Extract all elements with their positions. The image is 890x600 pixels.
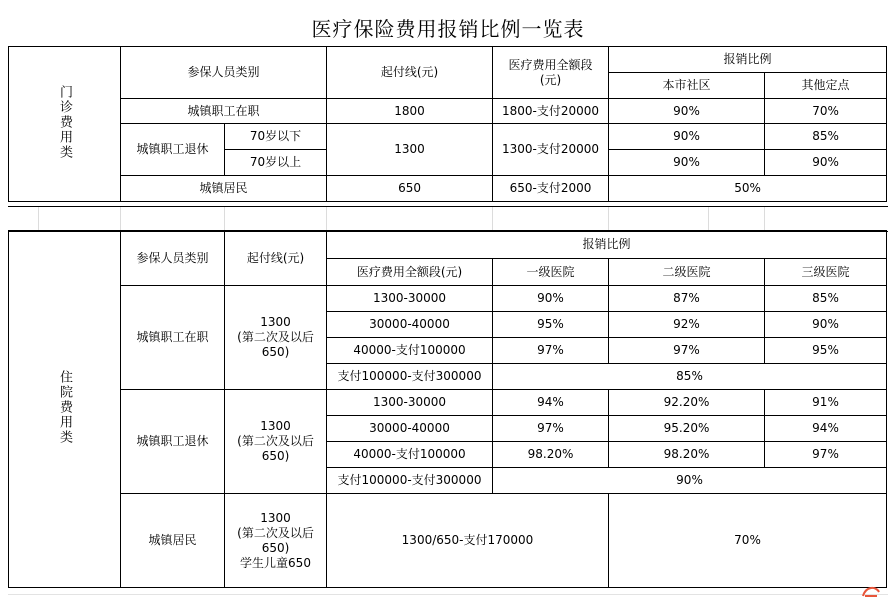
ip-retired-range-0: 1300-30000 — [327, 390, 493, 416]
op-header-other-point: 其他定点 — [765, 73, 887, 99]
grid-line — [224, 207, 225, 231]
ip-header-insured-type: 参保人员类别 — [121, 231, 225, 286]
ip-retired-l2-1: 95.20% — [609, 416, 765, 442]
op-header-reimburse-ratio: 报销比例 — [609, 47, 887, 73]
ip-resident-range: 1300/650-支付170000 — [327, 494, 609, 588]
op-row-resident-deductible: 650 — [327, 176, 493, 202]
ip-employed-top-range: 支付100000-支付300000 — [327, 364, 493, 390]
ip-header-level2: 二级医院 — [609, 259, 765, 286]
op-row-resident-label: 城镇居民 — [121, 176, 327, 202]
inpatient-category-label: 住院费用类 — [57, 369, 72, 445]
ip-retired-l1-2: 98.20% — [493, 442, 609, 468]
ip-employed-l1-2: 97% — [493, 338, 609, 364]
op-row-employed-other: 70% — [765, 99, 887, 124]
op-header-amount-range: 医疗费用全额段 (元) — [493, 47, 609, 99]
ip-retired-l2-0: 92.20% — [609, 390, 765, 416]
ip-resident-deductible: 1300 (第二次及以后 650) 学生儿童650 — [225, 494, 327, 588]
ip-employed-deductible: 1300 (第二次及以后 650) — [225, 286, 327, 390]
watermark-logo-icon — [860, 584, 882, 598]
empty-separator-row — [8, 206, 888, 232]
op-row-retired-over70-age: 70岁以上 — [225, 150, 327, 176]
ip-employed-l2-0: 87% — [609, 286, 765, 312]
ip-employed-l1-1: 95% — [493, 312, 609, 338]
ip-header-amount-range: 医疗费用全额段(元) — [327, 259, 493, 286]
ip-header-reimburse-ratio: 报销比例 — [327, 231, 887, 259]
ip-resident-label: 城镇居民 — [121, 494, 225, 588]
outpatient-category-label: 门诊费用类 — [57, 84, 72, 160]
op-row-resident-ratio: 50% — [609, 176, 887, 202]
op-row-employed-range: 1800-支付20000 — [493, 99, 609, 124]
ip-retired-top-ratio: 90% — [493, 468, 887, 494]
ip-employed-l2-2: 97% — [609, 338, 765, 364]
outpatient-table — [8, 46, 887, 202]
ip-retired-range-2: 40000-支付100000 — [327, 442, 493, 468]
ip-header-level1: 一级医院 — [493, 259, 609, 286]
grid-line — [608, 207, 609, 231]
op-row-retired-over70-other: 90% — [765, 150, 887, 176]
ip-retired-l2-2: 98.20% — [609, 442, 765, 468]
ip-employed-l1-0: 90% — [493, 286, 609, 312]
grid-line — [708, 207, 709, 231]
ip-header-level3: 三级医院 — [765, 259, 887, 286]
op-row-employed-deductible: 1800 — [327, 99, 493, 124]
op-row-retired-deductible: 1300 — [327, 124, 493, 176]
ip-retired-l3-1: 94% — [765, 416, 887, 442]
ip-employed-l3-0: 85% — [765, 286, 887, 312]
op-row-retired-under70-community: 90% — [609, 124, 765, 150]
grid-line — [764, 207, 765, 231]
op-row-retired-range: 1300-支付20000 — [493, 124, 609, 176]
ip-header-deductible: 起付线(元) — [225, 231, 327, 286]
ip-retired-l3-0: 91% — [765, 390, 887, 416]
page-title: 医疗保险费用报销比例一览表 — [311, 17, 585, 41]
ip-retired-label: 城镇职工退休 — [121, 390, 225, 494]
ip-retired-l1-1: 97% — [493, 416, 609, 442]
grid-line — [326, 207, 327, 231]
op-row-retired-label: 城镇职工退休 — [121, 124, 225, 176]
ip-employed-l2-1: 92% — [609, 312, 765, 338]
op-row-retired-under70-other: 85% — [765, 124, 887, 150]
ip-employed-l3-1: 90% — [765, 312, 887, 338]
inpatient-table — [8, 230, 887, 588]
ip-resident-ratio: 70% — [609, 494, 887, 588]
grid-line — [120, 207, 121, 231]
ip-employed-top-ratio: 85% — [493, 364, 887, 390]
ip-employed-label: 城镇职工在职 — [121, 286, 225, 390]
ip-employed-range-1: 30000-40000 — [327, 312, 493, 338]
op-header-insured-type: 参保人员类别 — [121, 47, 327, 99]
op-header-deductible: 起付线(元) — [327, 47, 493, 99]
op-row-employed-community: 90% — [609, 99, 765, 124]
ip-retired-l3-2: 97% — [765, 442, 887, 468]
ip-employed-range-2: 40000-支付100000 — [327, 338, 493, 364]
op-row-resident-range: 650-支付2000 — [493, 176, 609, 202]
grid-line — [8, 594, 888, 595]
op-row-retired-over70-community: 90% — [609, 150, 765, 176]
op-row-retired-under70-age: 70岁以下 — [225, 124, 327, 150]
ip-retired-top-range: 支付100000-支付300000 — [327, 468, 493, 494]
ip-retired-range-1: 30000-40000 — [327, 416, 493, 442]
ip-retired-deductible: 1300 (第二次及以后 650) — [225, 390, 327, 494]
inpatient-category-cell — [9, 231, 121, 588]
op-row-employed-label: 城镇职工在职 — [121, 99, 327, 124]
outpatient-category-cell — [9, 47, 121, 202]
ip-retired-l1-0: 94% — [493, 390, 609, 416]
grid-line — [38, 207, 39, 231]
ip-employed-l3-2: 95% — [765, 338, 887, 364]
ip-employed-range-0: 1300-30000 — [327, 286, 493, 312]
grid-line — [492, 207, 493, 231]
op-header-community: 本市社区 — [609, 73, 765, 99]
